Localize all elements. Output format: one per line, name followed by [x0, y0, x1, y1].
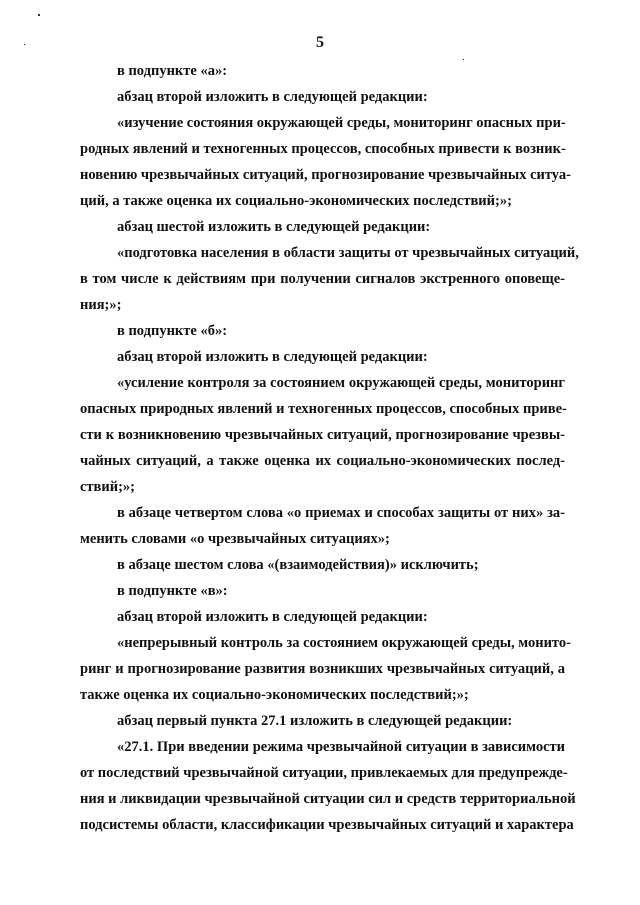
text-line: абзац второй изложить в следующей редакции: — [117, 89, 428, 105]
text-line: абзац первый пункта 27.1 изложить в следующей редакции: — [117, 713, 513, 729]
text-line: «изучение состояния окружающей среды, мониторинг опасных при- — [117, 115, 566, 131]
text-line: новению чрезвычайных ситуаций, прогнозирование чрезвычайных ситуа- — [80, 167, 571, 183]
text-line: в подпункте «а»: — [117, 63, 228, 79]
text-line: в том числе к действиям при получении сигналов экстренного оповеще- — [80, 271, 565, 287]
scan-speck — [38, 14, 40, 16]
text-line: чайных ситуаций, а также оценка их социально-экономических послед- — [80, 453, 565, 469]
text-line: в абзаце шестом слова «(взаимодействия)» исключить; — [117, 557, 479, 573]
text-line: подсистемы области, классификации чрезвычайных ситуаций и характера — [80, 817, 574, 833]
text-line: «подготовка населения в области защиты от чрезвычайных ситуаций, — [117, 245, 579, 261]
text-line: абзац шестой изложить в следующей редакции: — [117, 219, 431, 235]
text-line: ствий;»; — [80, 479, 136, 495]
text-line: также оценка их социально-экономических последствий;»; — [80, 687, 469, 703]
document-body — [80, 58, 579, 838]
text-line: абзац второй изложить в следующей редакции: — [117, 609, 428, 625]
text-line: опасных природных явлений и техногенных процессов, способных приве- — [80, 401, 567, 417]
scan-speck — [24, 44, 25, 45]
text-line: сти к возникновению чрезвычайных ситуаций, прогнозирование чрезвы- — [80, 427, 565, 443]
text-line: менить словами «о чрезвычайных ситуациях»; — [80, 531, 390, 547]
text-line: «27.1. При введении режима чрезвычайной ситуации в зависимости — [117, 739, 565, 755]
text-line: «усиление контроля за состоянием окружающей среды, мониторинг — [117, 375, 565, 391]
text-line: в абзаце четвертом слова «о приемах и способах защиты от них» за- — [117, 505, 565, 521]
text-line: ринг и прогнозирование развития возникших чрезвычайных ситуаций, а — [80, 661, 565, 677]
text-line: в подпункте «б»: — [117, 323, 228, 339]
text-line: в подпункте «в»: — [117, 583, 228, 599]
text-line: от последствий чрезвычайной ситуации, привлекаемых для предупрежде- — [80, 765, 568, 781]
text-line: ния и ликвидации чрезвычайной ситуации сил и средств территориальной — [80, 791, 576, 807]
text-line: ния;»; — [80, 297, 122, 313]
page-number: 5 — [316, 34, 324, 51]
text-line: ций, а также оценка их социально-экономических последствий;»; — [80, 193, 512, 209]
text-line: «непрерывный контроль за состоянием окружающей среды, монито- — [117, 635, 571, 651]
text-line: родных явлений и техногенных процессов, способных привести к возник- — [80, 141, 566, 157]
text-line: абзац второй изложить в следующей редакции: — [117, 349, 428, 365]
